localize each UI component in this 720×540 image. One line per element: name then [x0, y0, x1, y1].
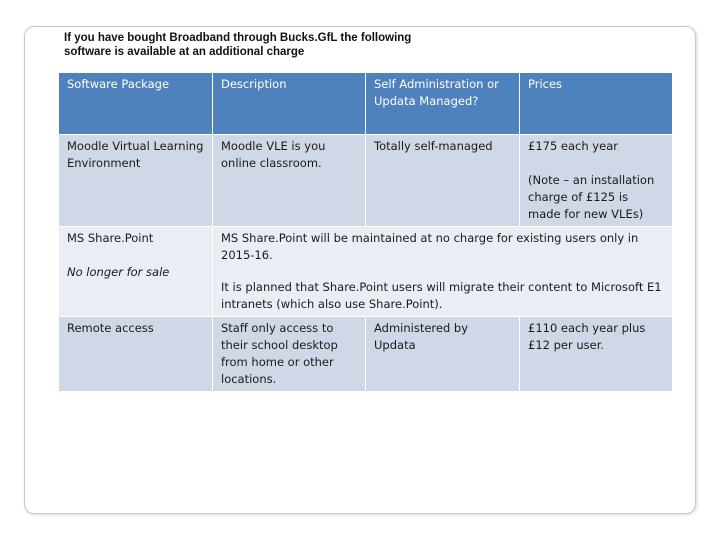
moodle-price: £175 each year	[528, 139, 618, 153]
header-software-package: Software Package	[59, 73, 213, 135]
table-row-remote	[59, 317, 673, 392]
heading-line-1: If you have bought Broadband through Bucks.GfL the following	[64, 32, 412, 44]
sharepoint-package-cell	[59, 227, 213, 317]
remote-description: Staff only access to their school desktop from home or other locations.	[213, 317, 366, 392]
sharepoint-description-1: MS Share.Point will be maintained at no charge for existing users only in 2015-16.	[221, 231, 639, 262]
moodle-description: Moodle VLE is you online classroom.	[213, 135, 366, 227]
sharepoint-description-2: It is planned that Share.Point users will migrate their content to Microsoft E1 intranets (which also use Share.Point).	[221, 280, 662, 311]
header-description: Description	[213, 73, 366, 135]
software-table	[58, 72, 673, 392]
moodle-price-note: (Note – an installation charge of £125 is made for new VLEs)	[528, 173, 655, 221]
sharepoint-description-cell	[213, 227, 673, 317]
moodle-price-cell	[520, 135, 673, 227]
heading-line-2: software is available at an additional charge	[64, 46, 305, 58]
table-row-moodle	[59, 135, 673, 227]
remote-package: Remote access	[59, 317, 213, 392]
header-management: Self Administration or Updata Managed?	[366, 73, 520, 135]
page-heading	[64, 31, 484, 59]
table-header-row	[59, 73, 673, 135]
header-prices: Prices	[520, 73, 673, 135]
sharepoint-status: No longer for sale	[67, 265, 170, 279]
remote-price: £110 each year plus £12 per user.	[520, 317, 673, 392]
table-row-sharepoint	[59, 227, 673, 317]
moodle-management: Totally self-managed	[366, 135, 520, 227]
remote-management: Administered by Updata	[366, 317, 520, 392]
sharepoint-package: MS Share.Point	[67, 231, 154, 245]
moodle-package: Moodle Virtual Learning Environment	[59, 135, 213, 227]
